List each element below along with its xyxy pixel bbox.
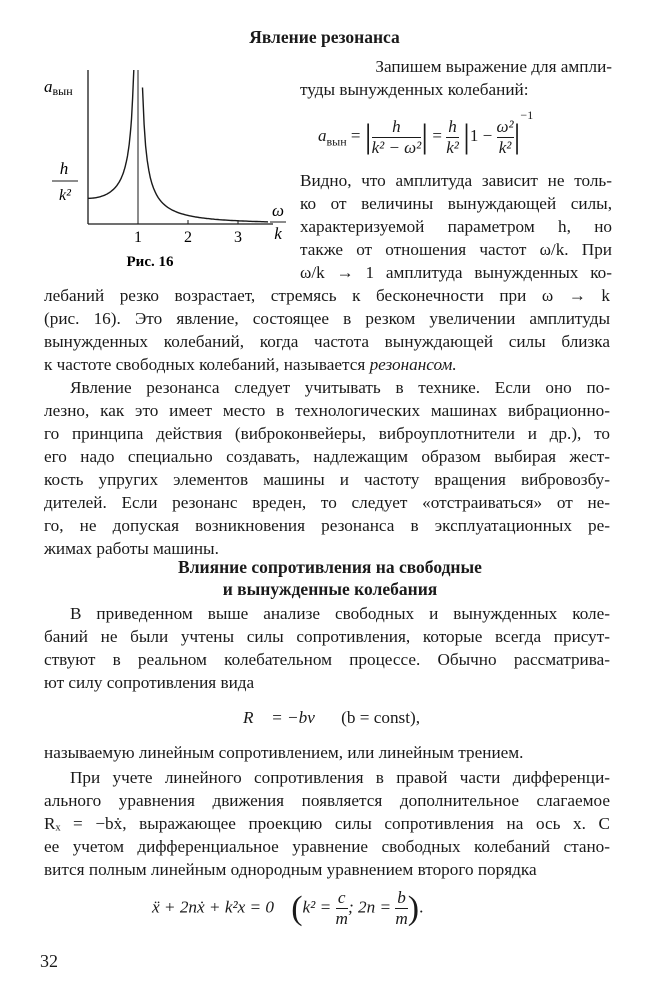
para2-line5: ω/k → 1 амплитуда вынужденных ко- <box>300 263 612 282</box>
differential-equation: ẍ + 2nẋ + k²x = 0 (k² = $\frac{c}{m}$ ; 2n = $\frac{b}{m}$ ). <box>152 888 424 928</box>
para5-line1: называемую линейным сопротивлением, или линейным трением. <box>44 743 524 762</box>
resistance-formula: R⃗ = −bv⃗ (b = const), <box>243 708 421 727</box>
para6-line4: ее учетом дифференциальное уравнение свободных колебаний стано- <box>44 837 610 856</box>
para2-line9: к частоте свободных колебаний, называется резонансом. <box>44 355 457 374</box>
para4-line2: баний не были учтены силы сопротивления, которые всегда присут- <box>44 627 610 646</box>
para4-line4: ют силу сопротивления вида <box>44 673 255 692</box>
para3-line8: жимах работы машины. <box>44 539 219 558</box>
para6-line2: ального уравнения движения появляется дополнительное слагаемое <box>44 791 610 810</box>
para3-line5: кость упругих элементов машины и частоту вращения вибровозбу- <box>44 470 610 489</box>
resonance-figure <box>38 62 300 274</box>
para2-line1: Видно, что амплитуда зависит не толь- <box>300 171 612 190</box>
page-number: 32 <box>40 951 58 971</box>
section2-title-line2: и вынужденные колебания <box>222 579 438 599</box>
figure-caption: Рис. 16 <box>126 254 174 270</box>
y-axis-label: aвын <box>44 77 73 98</box>
para3-line4: его надо специально создавать, надлежащим образом выбирая жест- <box>44 447 610 466</box>
x-tick-label: 3 <box>234 229 242 246</box>
para3-line1: Явление резонанса следует учитывать в технике. Если оно по- <box>70 378 610 397</box>
para2-line7: (рис. 16). Это явление, состоящее в резком увеличении амплитуды <box>44 309 610 328</box>
para6-line1: При учете линейного сопротивления в правой части дифференци- <box>70 768 610 787</box>
para3-line7: го, не допуская возникновения резонанса в эксплуатационных ре- <box>44 516 610 535</box>
section2-title <box>40 556 620 600</box>
para1-line2: туды вынужденных колебаний: <box>300 80 529 99</box>
section2-title-line1: Влияние сопротивления на свободные <box>178 557 482 577</box>
para1-line1: Запишем выражение для ампли- <box>375 57 612 76</box>
level-label-num: h <box>59 159 69 178</box>
para2-line2: ко от величины вынуждающей силы, <box>300 194 612 213</box>
para2-line8: вынужденных колебаний, когда частота вынуждающей силы близка <box>44 332 610 351</box>
para3-line2: лезно, как это имеет место в технологических машинах вибрационно- <box>44 401 610 420</box>
level-label-den: k² <box>59 187 71 204</box>
x-axis-label-num: ω <box>271 201 285 220</box>
para2-line4: также от отношения частот ω/k. При <box>300 240 612 259</box>
para2-line6: лебаний резко возрастает, стремясь к бесконечности при ω → k <box>44 286 610 305</box>
para3-line3: го принципа действия (виброконвейеры, виброуплотнители и др.), то <box>44 424 610 443</box>
x-tick-label: 1 <box>134 229 142 246</box>
curve-right-branch <box>143 88 269 222</box>
x-axis-label-den: k <box>274 224 282 243</box>
section-title: Явление резонанса <box>249 27 400 47</box>
para4-line3: ствуют в реальном колебательном процессе. Обычно рассматрива- <box>44 650 610 669</box>
amplitude-formula: $a_{вын}$ = | $\frac{h}{\text{k² − ω²}}$ | = $\frac{h}{\text{k²}}$ |1 − $\frac{\text{ω²}}{\text{k²}}$ $|^{-1}$ <box>318 108 534 157</box>
para3-line6: дителей. Если резонанс вреден, то следует «отстраиваться» от не- <box>44 493 610 512</box>
para6-line5: вится полным линейным однородным уравнением второго порядка <box>44 860 537 879</box>
para4-line1: В приведенном выше анализе свободных и вынужденных коле- <box>70 604 610 623</box>
term-resonance: резонансом. <box>369 355 457 374</box>
curve-left-branch <box>88 70 134 198</box>
para6-line3: Rₓ = −bẋ, выражающее проекцию силы сопротивления на ось x. С <box>44 814 610 833</box>
x-tick-label: 2 <box>184 229 192 246</box>
para2-line3: характеризуемой параметром h, но <box>300 217 612 236</box>
